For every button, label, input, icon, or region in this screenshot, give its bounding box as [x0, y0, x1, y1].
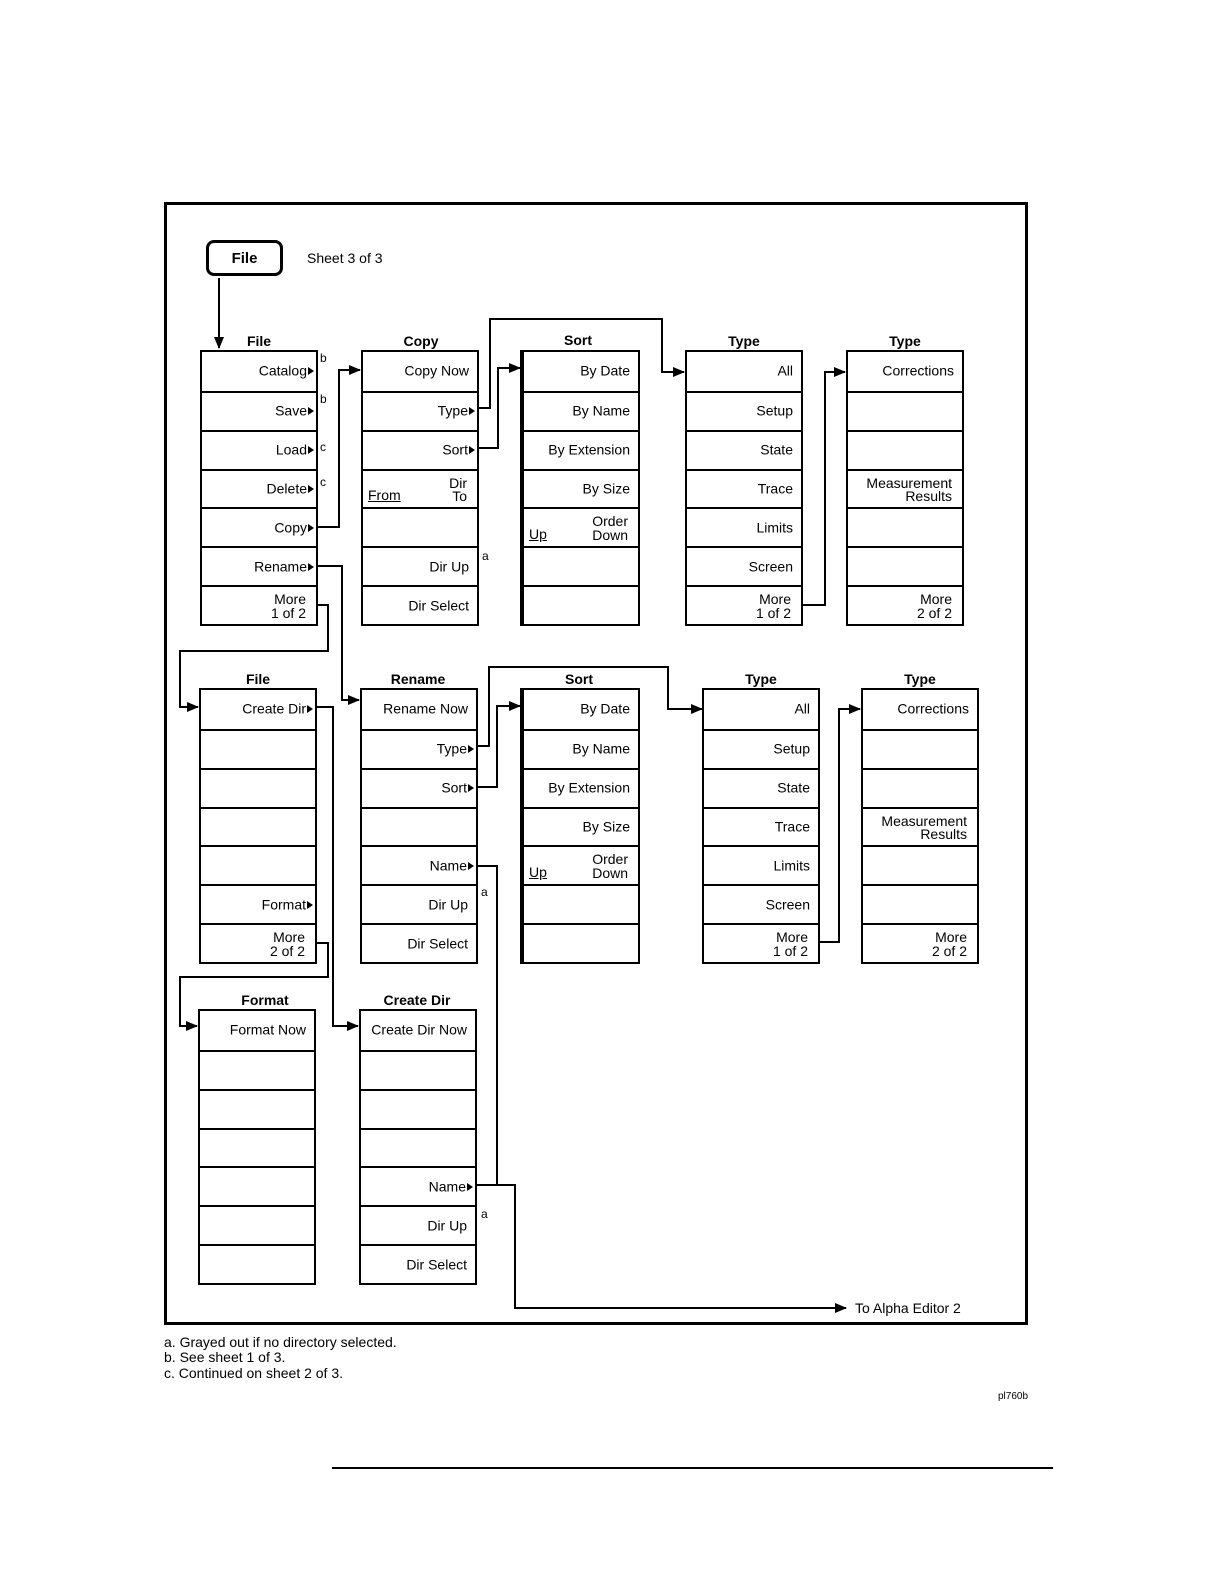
softkey-label: All — [777, 362, 793, 379]
note-c-delete: c — [320, 475, 326, 489]
softkey[interactable] — [524, 430, 638, 469]
softkey-label: Format — [261, 896, 306, 913]
softkey[interactable] — [704, 690, 818, 729]
softkey-label: Corrections — [882, 362, 954, 379]
softkey[interactable] — [863, 807, 977, 846]
softkey-label: Trace — [774, 818, 810, 835]
softkey-label-line2: Results — [920, 826, 967, 843]
softkey[interactable] — [704, 845, 818, 884]
softkey-label-line2: Down — [592, 865, 628, 882]
softkey[interactable] — [363, 469, 477, 508]
softkey-label: Dir Up — [428, 896, 468, 913]
softkey-label-line1: Measurement — [866, 474, 952, 491]
softkey[interactable] — [200, 1050, 314, 1089]
softkey[interactable] — [848, 546, 962, 585]
softkey-label: State — [760, 441, 793, 458]
softkey[interactable] — [201, 845, 315, 884]
softkey[interactable] — [687, 391, 801, 430]
softkey[interactable] — [687, 469, 801, 508]
footnote-a: a. Grayed out if no directory selected. — [164, 1334, 397, 1350]
softkey[interactable] — [863, 845, 977, 884]
softkey[interactable] — [202, 507, 316, 546]
softkey-label: Create Dir Now — [371, 1021, 467, 1038]
menu-title: Type — [745, 671, 777, 687]
softkey[interactable] — [524, 884, 638, 923]
connector-type3-more — [820, 709, 860, 942]
softkey-label-line1: Dir — [449, 474, 467, 491]
softkey[interactable] — [200, 1089, 314, 1128]
submenu-arrow-icon — [307, 705, 313, 713]
softkey-label: Dir Select — [407, 935, 468, 952]
softkey-label: Dir Select — [408, 597, 469, 614]
softkey[interactable] — [524, 391, 638, 430]
softkey[interactable] — [361, 1050, 475, 1089]
submenu-arrow-icon — [308, 485, 314, 493]
softkey-label: Load — [275, 441, 307, 458]
note-c-load: c — [320, 440, 326, 454]
softkey[interactable] — [200, 1128, 314, 1167]
softkey-label: Copy Now — [404, 362, 469, 379]
menu-title: Type — [904, 671, 936, 687]
softkey[interactable] — [201, 807, 315, 846]
softkey-toggle-option: Up — [529, 864, 547, 881]
softkey[interactable] — [704, 807, 818, 846]
connector-alpha-editor — [476, 1185, 846, 1308]
softkey-label-line2: 2 of 2 — [916, 604, 952, 621]
softkey-menu — [199, 688, 317, 964]
softkey-label-line2: 1 of 2 — [772, 942, 808, 959]
softkey[interactable] — [863, 768, 977, 807]
softkey-label: Copy — [274, 519, 307, 536]
softkey[interactable] — [202, 546, 316, 585]
file-hardkey[interactable]: File — [206, 240, 283, 276]
softkey-label: Catalog — [258, 362, 307, 379]
submenu-arrow-icon — [307, 901, 313, 909]
sheet-label: Sheet 3 of 3 — [307, 250, 383, 266]
footnote-c: c. Continued on sheet 2 of 3. — [164, 1365, 344, 1381]
softkey-label: Sort — [442, 441, 468, 458]
softkey-menu — [200, 350, 318, 626]
softkey-label: Setup — [773, 740, 810, 757]
softkey[interactable] — [362, 690, 476, 729]
softkey-label: Sort — [441, 779, 467, 796]
note-b-catalog: b — [320, 351, 327, 365]
softkey[interactable] — [363, 507, 477, 546]
menu-title: Type — [889, 333, 921, 349]
softkey-label: State — [777, 779, 810, 796]
softkey-menu — [520, 688, 640, 964]
softkey[interactable] — [687, 585, 801, 624]
softkey[interactable] — [363, 546, 477, 585]
submenu-arrow-icon — [467, 1183, 473, 1191]
softkey[interactable] — [863, 884, 977, 923]
softkey[interactable] — [848, 391, 962, 430]
connector-rename-name — [477, 866, 497, 1185]
softkey[interactable] — [201, 768, 315, 807]
menu-title: Sort — [565, 671, 593, 687]
softkey-label: Delete — [266, 480, 307, 497]
softkey-label: Rename Now — [383, 700, 468, 717]
softkey-label-line2: To — [452, 488, 467, 505]
softkey[interactable] — [361, 1244, 475, 1283]
softkey[interactable] — [200, 1205, 314, 1244]
softkey[interactable] — [363, 585, 477, 624]
softkey[interactable] — [202, 469, 316, 508]
softkey[interactable] — [863, 923, 977, 962]
softkey-label: By Name — [572, 402, 630, 419]
softkey[interactable] — [704, 923, 818, 962]
softkey-label: By Extension — [548, 441, 630, 458]
softkey-label: By Name — [572, 740, 630, 757]
submenu-arrow-icon — [308, 407, 314, 415]
softkey[interactable] — [201, 729, 315, 768]
softkey-label: By Extension — [548, 779, 630, 796]
softkey[interactable] — [524, 923, 638, 962]
submenu-arrow-icon — [468, 745, 474, 753]
softkey-label: Name — [429, 857, 467, 874]
softkey-label-line2: 2 of 2 — [269, 942, 305, 959]
softkey[interactable] — [361, 1011, 475, 1050]
softkey[interactable] — [863, 729, 977, 768]
softkey-label-line1: More — [274, 591, 306, 608]
softkey-label: By Size — [582, 480, 630, 497]
softkey-label: By Date — [580, 700, 630, 717]
softkey[interactable] — [848, 507, 962, 546]
softkey-label: Trace — [757, 480, 793, 497]
menu-title: Sort — [564, 332, 592, 348]
softkey[interactable] — [202, 391, 316, 430]
softkey-label-line1: Order — [592, 513, 628, 530]
note-a-createdir: a — [481, 1207, 488, 1221]
softkey[interactable] — [687, 507, 801, 546]
softkey-label: Create Dir — [242, 700, 306, 717]
softkey[interactable] — [362, 923, 476, 962]
menu-title: Format — [241, 992, 289, 1008]
softkey[interactable] — [687, 352, 801, 391]
softkey-toggle-option: From — [368, 487, 401, 504]
softkey-label: By Date — [580, 362, 630, 379]
softkey-label: Save — [275, 402, 307, 419]
softkey-label-line1: More — [920, 591, 952, 608]
softkey[interactable] — [361, 1166, 475, 1205]
submenu-arrow-icon — [469, 446, 475, 454]
softkey-label-line1: More — [759, 591, 791, 608]
softkey[interactable] — [200, 1011, 314, 1050]
softkey[interactable] — [363, 391, 477, 430]
softkey-menu — [361, 350, 479, 626]
submenu-arrow-icon — [469, 407, 475, 415]
softkey[interactable] — [704, 729, 818, 768]
softkey[interactable] — [704, 884, 818, 923]
to-alpha-editor-label: To Alpha Editor 2 — [855, 1300, 961, 1316]
page-rule — [332, 1467, 1053, 1469]
softkey[interactable] — [202, 585, 316, 624]
softkey-label: Name — [428, 1178, 466, 1195]
softkey-menu — [861, 688, 979, 964]
figure-id: pl760b — [998, 1391, 1029, 1402]
softkey-menu — [702, 688, 820, 964]
submenu-arrow-icon — [308, 563, 314, 571]
softkey[interactable] — [848, 352, 962, 391]
footnote-b: b. See sheet 1 of 3. — [164, 1349, 286, 1365]
menu-title: Rename — [390, 671, 446, 687]
softkey-label-line2: Down — [592, 527, 628, 544]
connector-createdir — [316, 707, 358, 1026]
softkey-menu — [360, 688, 478, 964]
softkey-label: Type — [436, 740, 467, 757]
softkey[interactable] — [362, 768, 476, 807]
softkey[interactable] — [202, 352, 316, 391]
connector-type-more — [803, 372, 845, 605]
softkey[interactable] — [202, 430, 316, 469]
softkey[interactable] — [524, 729, 638, 768]
softkey[interactable] — [361, 1128, 475, 1167]
softkey[interactable] — [687, 546, 801, 585]
softkey-label: Format Now — [229, 1021, 306, 1038]
softkey-label: Dir Up — [429, 558, 469, 575]
softkey-label-line2: 1 of 2 — [755, 604, 791, 621]
softkey[interactable] — [863, 690, 977, 729]
softkey-label: Screen — [765, 896, 810, 913]
softkey[interactable] — [361, 1205, 475, 1244]
softkey[interactable] — [362, 729, 476, 768]
softkey[interactable] — [524, 507, 638, 546]
softkey-label: Type — [437, 402, 468, 419]
softkey[interactable] — [361, 1089, 475, 1128]
menu-title: Create Dir — [383, 992, 451, 1008]
menu-title: File — [245, 671, 271, 687]
softkey[interactable] — [524, 807, 638, 846]
note-a-rename: a — [481, 885, 488, 899]
menu-title: Copy — [403, 333, 439, 349]
softkey-label: Dir Select — [406, 1256, 467, 1273]
softkey-toggle-option: Up — [529, 526, 547, 543]
softkey-label: Screen — [748, 558, 793, 575]
softkey[interactable] — [524, 352, 638, 391]
softkey[interactable] — [524, 845, 638, 884]
softkey[interactable] — [524, 768, 638, 807]
softkey[interactable] — [687, 430, 801, 469]
softkey[interactable] — [524, 546, 638, 585]
softkey[interactable] — [200, 1166, 314, 1205]
softkey[interactable] — [362, 884, 476, 923]
softkey-label-line2: 1 of 2 — [270, 604, 306, 621]
softkey-label: All — [794, 700, 810, 717]
softkey-label-line1: More — [776, 929, 808, 946]
softkey[interactable] — [848, 585, 962, 624]
softkey[interactable] — [363, 430, 477, 469]
softkey[interactable] — [524, 469, 638, 508]
menu-title: File — [246, 333, 272, 349]
softkey-menu — [198, 1009, 316, 1285]
softkey[interactable] — [362, 807, 476, 846]
connector-rename — [317, 566, 359, 700]
softkey-label: Limits — [773, 857, 810, 874]
softkey[interactable] — [524, 690, 638, 729]
note-a-copy: a — [482, 549, 489, 563]
softkey[interactable] — [704, 768, 818, 807]
softkey-label-line2: Results — [905, 488, 952, 505]
softkey-label: Rename — [254, 558, 307, 575]
softkey-label: Dir Up — [427, 1217, 467, 1234]
softkey-label: Setup — [756, 402, 793, 419]
softkey[interactable] — [363, 352, 477, 391]
softkey-label-line1: More — [273, 929, 305, 946]
submenu-arrow-icon — [468, 784, 474, 792]
softkey-label: By Size — [582, 818, 630, 835]
submenu-arrow-icon — [308, 524, 314, 532]
softkey[interactable] — [524, 585, 638, 624]
softkey-label-line1: Measurement — [881, 812, 967, 829]
softkey[interactable] — [848, 469, 962, 508]
submenu-arrow-icon — [308, 446, 314, 454]
softkey-menu — [846, 350, 964, 626]
softkey[interactable] — [201, 690, 315, 729]
softkey[interactable] — [848, 430, 962, 469]
softkey-label: Corrections — [897, 700, 969, 717]
softkey[interactable] — [201, 923, 315, 962]
softkey-label: Limits — [756, 519, 793, 536]
softkey[interactable] — [200, 1244, 314, 1283]
softkey-menu — [685, 350, 803, 626]
softkey-label-line1: More — [935, 929, 967, 946]
note-b-save: b — [320, 392, 327, 406]
softkey-menu — [520, 350, 640, 626]
softkey-label-line2: 2 of 2 — [931, 942, 967, 959]
submenu-arrow-icon — [308, 367, 314, 375]
submenu-arrow-icon — [468, 862, 474, 870]
softkey-label-line1: Order — [592, 851, 628, 868]
softkey[interactable] — [362, 845, 476, 884]
menu-title: Type — [728, 333, 760, 349]
softkey[interactable] — [201, 884, 315, 923]
softkey-menu — [359, 1009, 477, 1285]
